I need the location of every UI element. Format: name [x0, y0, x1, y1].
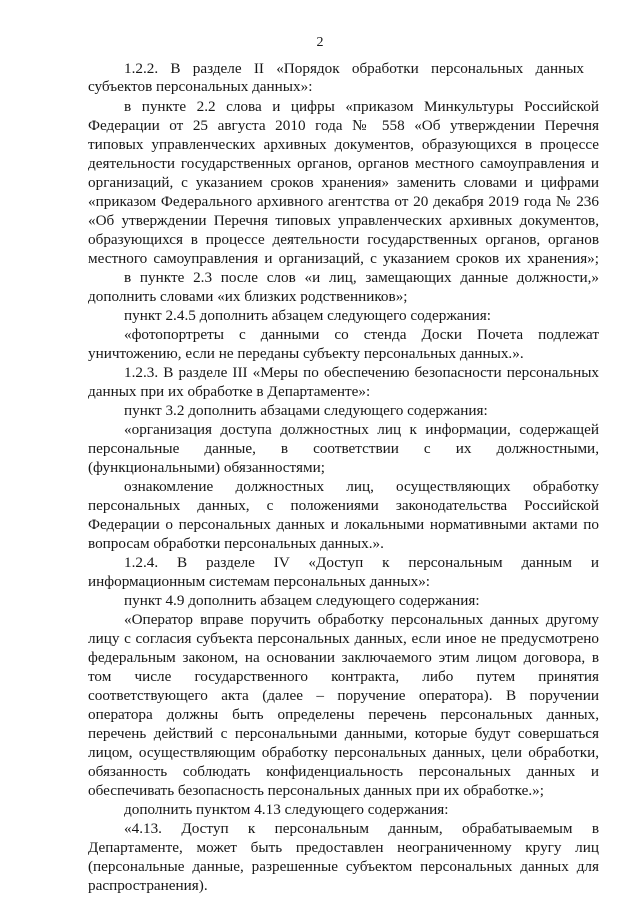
text-line: персональных данных, с положениями законодательства Российской: [88, 497, 599, 514]
text-line: деятельности государственных органов, органов местного самоуправления и: [88, 155, 599, 172]
text-line: «организация доступа должностных лиц к информации, содержащей: [124, 421, 599, 438]
text-line: типовых управленческих архивных документов, образующихся в процессе: [88, 136, 599, 153]
text-line: «Оператор вправе поручить обработку персональных данных другому: [124, 611, 599, 628]
text-line: субъектов персональных данных»:: [88, 78, 313, 95]
text-line: в пункте 2.3 после слов «и лиц, замещающих данные должности,»: [124, 269, 599, 286]
text-line: «4.13. Доступ к персональным данным, обрабатываемым в: [124, 820, 599, 837]
text-line: «Об утверждении Перечня типовых управленческих архивных документов,: [88, 212, 599, 229]
text-line: Федерации о персональных данных и локальными нормативными актами по: [88, 516, 599, 533]
text-line: лицу с согласия субъекта персональных данных, если иное не предусмотрено: [88, 630, 599, 647]
text-line: 1.2.2. В разделе II «Порядок обработки персональных данных: [124, 60, 584, 77]
text-line: ознакомление должностных лиц, осуществляющих обработку: [124, 478, 599, 495]
text-line: федеральным законом, на основании заключаемого этим лицом договора, в: [88, 649, 599, 666]
text-line: дополнить пунктом 4.13 следующего содержания:: [124, 801, 449, 818]
text-line: в пункте 2.2 слова и цифры «приказом Минкультуры Российской: [124, 98, 599, 115]
text-line: перечень действий с персональными данными, которые будут совершаться: [88, 725, 599, 742]
text-line: уничтожению, если не переданы субъекту персональных данных.».: [88, 345, 524, 362]
text-line: «фотопортреты с данными со стенда Доски Почета подлежат: [124, 326, 599, 343]
text-line: дополнить словами «их близких родственников»;: [88, 288, 408, 305]
text-line: лицом, осуществляющим обработку персональных данных, цели обработки,: [88, 744, 599, 761]
text-line: распространения).: [88, 877, 208, 894]
text-line: соответствующего акта (далее – поручение оператора). В поручении: [88, 687, 599, 704]
text-line: 1.2.3. В разделе III «Меры по обеспечению безопасности персональных: [124, 364, 599, 381]
text-line: обеспечивать безопасность персональных данных при их обработке.»;: [88, 782, 544, 799]
page-number: 2: [316, 35, 324, 50]
text-line: пункт 3.2 дополнить абзацами следующего содержания:: [124, 402, 488, 419]
text-line: Департаменте, может быть предоставлен неограниченному кругу лиц: [88, 839, 599, 856]
text-line: информационным системам персональных данных»:: [88, 573, 431, 590]
text-line: персональные данные, в соответствии с их должностными,: [88, 440, 599, 457]
text-line: «приказом Федерального архивного агентства от 20 декабря 2019 года № 236: [88, 193, 599, 210]
text-line: том числе государственного контракта, либо путем принятия: [88, 668, 599, 685]
text-line: пункт 2.4.5 дополнить абзацем следующего содержания:: [124, 307, 492, 324]
text-line: 1.2.4. В разделе IV «Доступ к персональным данным и: [124, 554, 599, 571]
text-line: данных при их обработке в Департаменте»:: [88, 383, 371, 400]
text-line: местного самоуправления и организаций, с указанием сроков их хранения»;: [88, 250, 599, 267]
text-line: вопросам обработки персональных данных.».: [88, 535, 384, 552]
text-line: Федерации от 25 августа 2010 года № 558 «Об утверждении Перечня: [88, 117, 599, 134]
text-line: образующихся в процессе деятельности государственных органов, органов: [88, 231, 599, 248]
text-line: пункт 4.9 дополнить абзацем следующего содержания:: [124, 592, 480, 609]
text-line: (персональные данные, разрешенные субъектом персональных данных для: [88, 858, 599, 875]
text-line: обязанность соблюдать конфиденциальность персональных данных и: [88, 763, 599, 780]
text-line: организаций, с указанием сроков хранения» заменить словами и цифрами: [88, 174, 599, 191]
text-line: оператора должны быть определены перечень персональных данных,: [88, 706, 599, 723]
text-line: (функциональными) обязанностями;: [88, 459, 325, 476]
